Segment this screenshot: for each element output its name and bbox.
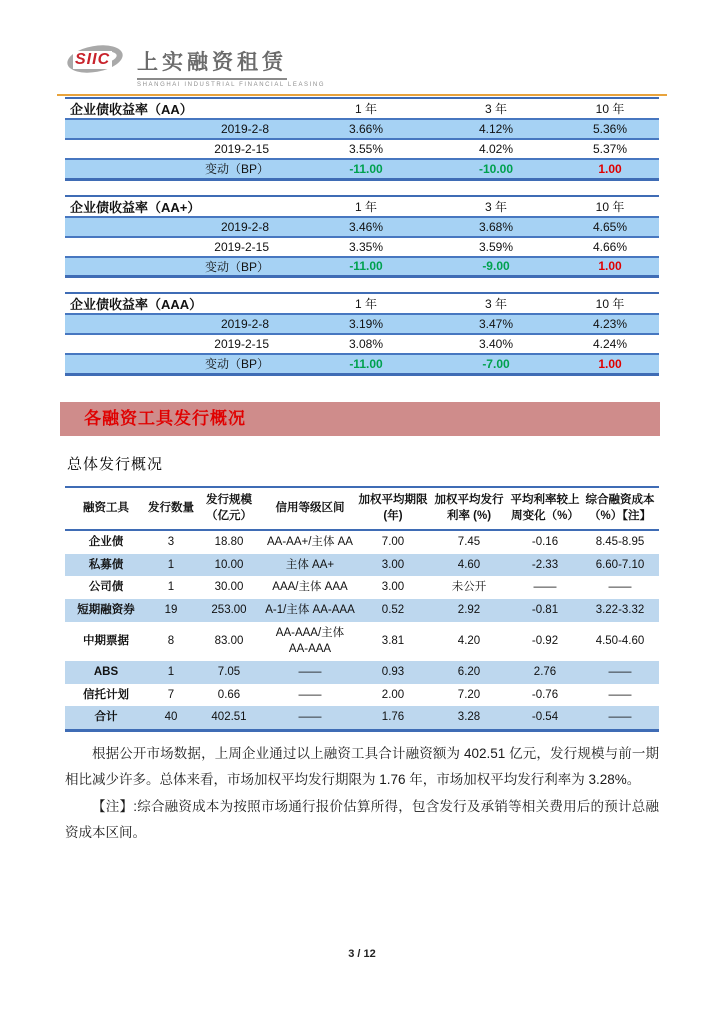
cell-value: ——	[608, 688, 632, 701]
cell-value: AA-AAA/主体 AA-AAA	[275, 626, 345, 656]
table-row	[65, 217, 659, 237]
cell-value: 4.50-4.60	[595, 634, 645, 647]
cell-value: 3.66%	[301, 119, 431, 139]
yield-table-aa-header-row	[65, 98, 659, 119]
siic-logo-icon	[65, 40, 129, 82]
yield-table-aa	[65, 97, 659, 181]
cell-value: 4.24%	[561, 334, 659, 354]
row-label: 2019-2-8	[65, 119, 301, 139]
col-header-scale: 发行规模（亿元）	[195, 487, 263, 530]
cell-value: 7.05	[217, 665, 241, 678]
change-value: 1.00	[598, 356, 622, 371]
cell-value: 6.20	[457, 665, 481, 678]
col-header-cost: 综合融资成本（%）【注】	[581, 487, 659, 530]
col-header-rate-change: 平均利率较上周变化（%）	[509, 487, 581, 530]
tool-name: 公司债	[88, 581, 124, 594]
col-header-3y: 3 年	[431, 98, 561, 119]
cell-value: 253.00	[211, 603, 247, 616]
cell-value: 4.65%	[561, 217, 659, 237]
change-value: -11.00	[349, 161, 383, 176]
tool-name: 短期融资券	[77, 603, 135, 616]
table-title: 企业债收益率（AA）	[65, 98, 301, 119]
table-row-change	[65, 159, 659, 179]
change-value: -9.00	[482, 259, 510, 274]
cell-value: 0.66	[217, 688, 241, 701]
col-header-10y: 10 年	[561, 293, 659, 314]
tool-name: 企业债	[88, 535, 124, 548]
cell-value: -2.33	[531, 558, 559, 571]
cell-value: 0.52	[381, 603, 405, 616]
cell-value: 7	[167, 688, 175, 701]
table-title: 企业债收益率（AA+）	[65, 196, 301, 217]
yield-table-aaa-header-row	[65, 293, 659, 314]
issuance-table-header-row	[65, 487, 659, 530]
change-value: -7.00	[482, 356, 510, 371]
cell-value: 7.45	[457, 535, 481, 548]
row-label: 2019-2-15	[65, 237, 301, 257]
cell-value: 6.60-7.10	[595, 558, 645, 571]
col-header-10y: 10 年	[561, 196, 659, 217]
company-name-english: SHANGHAI INDUSTRIAL FINANCIAL LEASING	[137, 82, 326, 88]
cell-value: 3.59%	[431, 237, 561, 257]
cell-value: 40	[164, 711, 178, 724]
cell-value: ——	[608, 711, 632, 724]
change-value: 1.00	[598, 259, 622, 274]
cell-value: 5.36%	[561, 119, 659, 139]
row-label: 2019-2-15	[65, 139, 301, 159]
cell-value: 3.00	[381, 558, 405, 571]
cell-value: 0.93	[381, 665, 405, 678]
table-row	[65, 119, 659, 139]
cell-value: 3.55%	[301, 139, 431, 159]
cell-value: 3.68%	[431, 217, 561, 237]
tool-name: 合计	[94, 711, 118, 724]
col-header-10y: 10 年	[561, 98, 659, 119]
col-header-1y: 1 年	[301, 196, 431, 217]
issuance-row-trust-plan	[65, 684, 659, 707]
summary-paragraph: 根据公开市场数据，上周企业通过以上融资工具合计融资额为 402.51 亿元，发行规模与前一期相比减少许多。总体来看，市场加权平均发行期限为 1.76 年，市场加权平均发行利率为 3.28%。	[65, 745, 659, 788]
row-label: 变动（BP）	[204, 162, 269, 177]
issuance-table	[65, 486, 659, 732]
cell-value: 2.76	[533, 665, 557, 678]
cell-value: 1	[167, 665, 175, 678]
cell-value: -0.16	[531, 535, 559, 548]
cell-value: 8.45-8.95	[595, 535, 645, 548]
cell-value: -0.92	[531, 634, 559, 647]
change-value: -11.00	[349, 259, 383, 274]
cell-value: 3.81	[381, 634, 405, 647]
table-title: 企业债收益率（AAA）	[65, 293, 301, 314]
tool-name: 信托计划	[83, 688, 129, 701]
cell-value: 2.92	[457, 603, 481, 616]
cell-value: ——	[298, 688, 322, 701]
table-row	[65, 334, 659, 354]
col-header-term: 加权平均期限(年)	[357, 487, 429, 530]
cell-value: 8	[167, 634, 175, 647]
cell-value: ——	[298, 711, 322, 724]
cell-value: 19	[164, 603, 178, 616]
issuance-row-private-bond	[65, 554, 659, 577]
col-header-3y: 3 年	[431, 293, 561, 314]
cell-value: 1	[167, 558, 175, 571]
col-header-count: 发行数量	[147, 487, 195, 530]
cell-value: -0.81	[531, 603, 559, 616]
cell-value: ——	[608, 581, 632, 594]
company-logo	[65, 40, 659, 90]
cell-value: 3	[167, 535, 175, 548]
tool-name: 私募债	[88, 558, 124, 571]
col-header-1y: 1 年	[301, 293, 431, 314]
table-row	[65, 237, 659, 257]
page-number: 3 / 12	[348, 948, 376, 960]
cell-value: 4.23%	[561, 314, 659, 334]
summary-text-block	[65, 741, 659, 846]
note-paragraph: 【注】:综合融资成本为按照市场通行报价估算所得，包含发行及承销等相关费用后的预计总融资成本区间。	[65, 798, 659, 840]
cell-value: 1.76	[381, 711, 405, 724]
cell-value: 83.00	[214, 634, 244, 647]
cell-value: 3.46%	[301, 217, 431, 237]
issuance-row-short-term-paper	[65, 599, 659, 622]
issuance-row-total	[65, 706, 659, 730]
header-rule	[57, 94, 667, 96]
cell-value: 3.19%	[301, 314, 431, 334]
cell-value: ——	[533, 581, 557, 594]
tool-name: ABS	[93, 665, 119, 678]
section-subtitle: 总体发行概况	[67, 455, 164, 473]
cell-value: ——	[298, 665, 322, 678]
col-header-rating: 信用等级区间	[263, 487, 357, 530]
cell-value: -0.54	[531, 711, 559, 724]
col-header-tool: 融资工具	[65, 487, 147, 530]
table-row	[65, 139, 659, 159]
company-name-block	[137, 40, 325, 88]
issuance-row-medium-term-note	[65, 622, 659, 661]
cell-value: 3.22-3.32	[595, 603, 645, 616]
cell-value: 3.35%	[301, 237, 431, 257]
table-row	[65, 314, 659, 334]
cell-value: 18.80	[214, 535, 244, 548]
tool-name: 中期票据	[83, 634, 129, 647]
cell-value: 4.02%	[431, 139, 561, 159]
cell-value: 1	[167, 581, 175, 594]
table-row-change	[65, 257, 659, 277]
row-label: 变动（BP）	[204, 357, 269, 372]
col-header-rate: 加权平均发行利率 (%)	[429, 487, 509, 530]
cell-value: A-1/主体 AA-AAA	[265, 603, 355, 616]
cell-value: 4.20	[457, 634, 481, 647]
table-row-change	[65, 354, 659, 374]
cell-value: 4.66%	[561, 237, 659, 257]
row-label: 2019-2-15	[65, 334, 301, 354]
yield-table-aa-plus-header-row	[65, 196, 659, 217]
row-label: 变动（BP）	[204, 259, 269, 274]
cell-value: AA-AA+/主体 AA	[267, 535, 353, 548]
row-label: 2019-2-8	[65, 217, 301, 237]
yield-table-aaa	[65, 292, 659, 376]
cell-value: 10.00	[214, 558, 244, 571]
yield-table-aa-plus	[65, 195, 659, 279]
issuance-row-abs	[65, 661, 659, 684]
cell-value: 3.40%	[431, 334, 561, 354]
cell-value: 4.12%	[431, 119, 561, 139]
change-value: -10.00	[478, 161, 514, 176]
change-value: 1.00	[598, 161, 622, 176]
row-label: 2019-2-8	[65, 314, 301, 334]
change-value: -11.00	[349, 356, 383, 371]
cell-value: 30.00	[214, 581, 244, 594]
issuance-row-company-bond	[65, 576, 659, 599]
cell-value: 3.00	[381, 581, 405, 594]
col-header-1y: 1 年	[301, 98, 431, 119]
cell-value: 3.28	[457, 711, 481, 724]
cell-value: 5.37%	[561, 139, 659, 159]
cell-value: AAA/主体 AAA	[272, 581, 348, 594]
col-header-3y: 3 年	[431, 196, 561, 217]
cell-value: 7.00	[381, 535, 405, 548]
cell-value: 主体 AA+	[285, 558, 335, 571]
cell-value: ——	[608, 665, 632, 678]
cell-value: 4.60	[457, 558, 481, 571]
cell-value: 未公开	[451, 581, 487, 594]
cell-value: 3.47%	[431, 314, 561, 334]
cell-value: 7.20	[457, 688, 481, 701]
cell-value: -0.76	[531, 688, 559, 701]
section-banner: 各融资工具发行概况	[60, 402, 660, 436]
logo-siic-text: SIIC	[75, 51, 111, 68]
cell-value: 3.08%	[301, 334, 431, 354]
cell-value: 402.51	[211, 711, 247, 724]
company-name-chinese: 上实融资租赁	[137, 46, 287, 80]
issuance-row-corporate-bond	[65, 530, 659, 554]
cell-value: 2.00	[381, 688, 405, 701]
